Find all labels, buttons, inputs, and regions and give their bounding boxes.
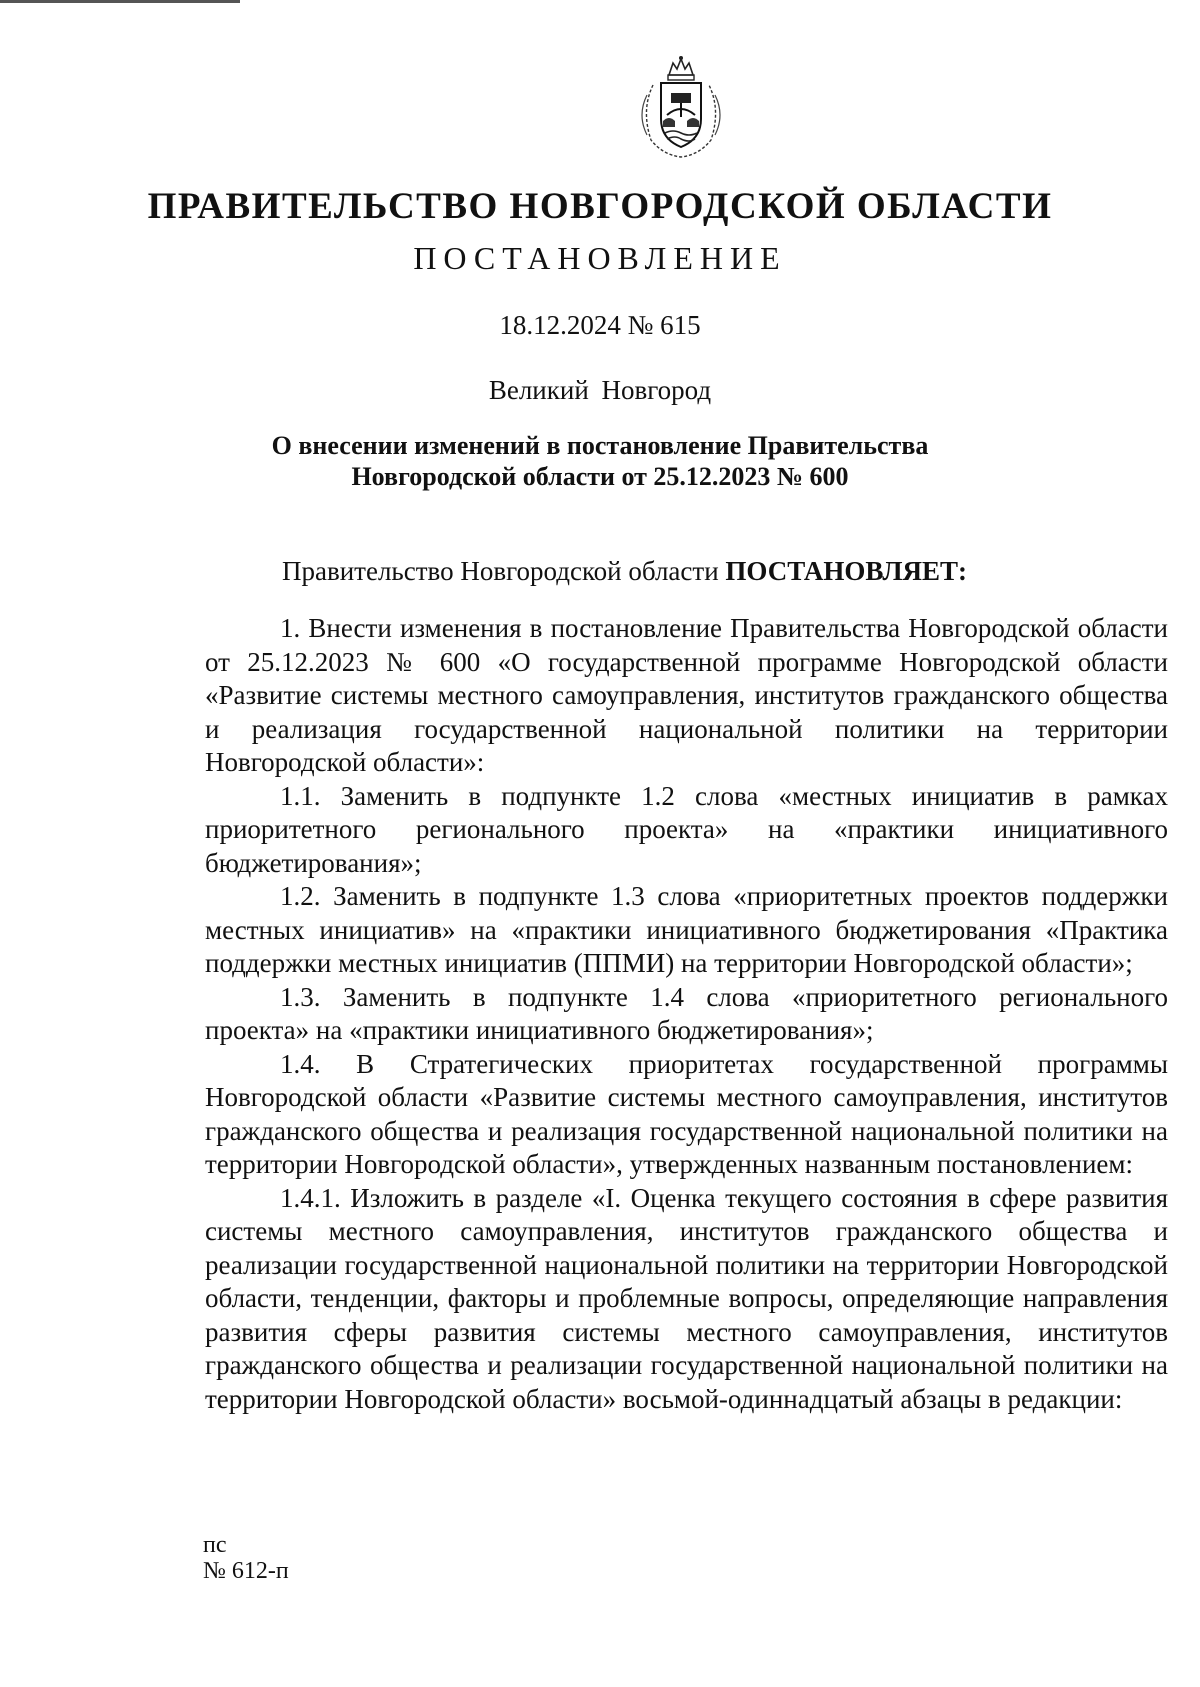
document-title (0, 430, 1200, 492)
paragraph-1-4: 1.4. В Стратегических приоритетах государственной программы Новгородской области «Развитие системы местного самоуправления, институтов гражданского общества и реализация государственной национальной политики на территории Новгородской области», утвержденных названным постановлением: (205, 1048, 1168, 1179)
document-code (203, 1532, 289, 1584)
document-body (205, 612, 1168, 1416)
coat-of-arms-icon (633, 55, 729, 160)
document-code-number: № 612-п (203, 1558, 289, 1584)
document-title-line-2: Новгородской области от 25.12.2023 № 600 (351, 462, 849, 491)
preamble-text: Правительство Новгородской области (282, 556, 726, 586)
document-date-number: 18.12.2024 № 615 (499, 310, 701, 340)
document-title-line-1: О внесении изменений в постановление Правительства (271, 431, 929, 460)
scan-edge-line (0, 0, 240, 3)
preamble (282, 556, 967, 587)
document-place: Великий Новгород (488, 375, 712, 405)
paragraph-1-3: 1.3. Заменить в подпункте 1.4 слова «приоритетного регионального проекта» на «практики инициативного бюджетирования»; (205, 981, 1168, 1045)
government-name: ПРАВИТЕЛЬСТВО НОВГОРОДСКОЙ ОБЛАСТИ (147, 186, 1053, 227)
preamble-resolve: ПОСТАНОВЛЯЕТ: (725, 556, 967, 586)
paragraph-1-2: 1.2. Заменить в подпункте 1.3 слова «приоритетных проектов поддержки местных инициатив» на «практики инициативного бюджетирования «Практика поддержки местных инициатив (ППМИ) на территории Новгородской области»; (205, 881, 1168, 978)
document-code-prefix: пс (203, 1532, 227, 1558)
paragraph-1-4-1: 1.4.1. Изложить в разделе «I. Оценка текущего состояния в сфере развития системы местного самоуправления, институтов гражданского общества и реализации государственной национальной политики на территории Новгородской области, тенденции, факторы и проблемные вопросы, определяющие направления развития сферы развития системы местного самоуправления, институтов гражданского общества и реализации государственной национальной политики на территории Новгородской области» восьмой-одиннадцатый абзацы в редакции: (205, 1182, 1168, 1414)
paragraph-1: 1. Внести изменения в постановление Правительства Новгородской области от 25.12.2023 № 600 «О государственной программе Новгородской области «Развитие системы местного самоуправления, институтов гражданского общества и реализация государственной национальной политики на территории Новгородской области»: (205, 613, 1168, 777)
paragraph-1-1: 1.1. Заменить в подпункте 1.2 слова «местных инициатив в рамках приоритетного регионального проекта» на «практики инициативного бюджетирования»; (205, 780, 1168, 878)
document-type: ПОСТАНОВЛЕНИЕ (413, 240, 787, 276)
